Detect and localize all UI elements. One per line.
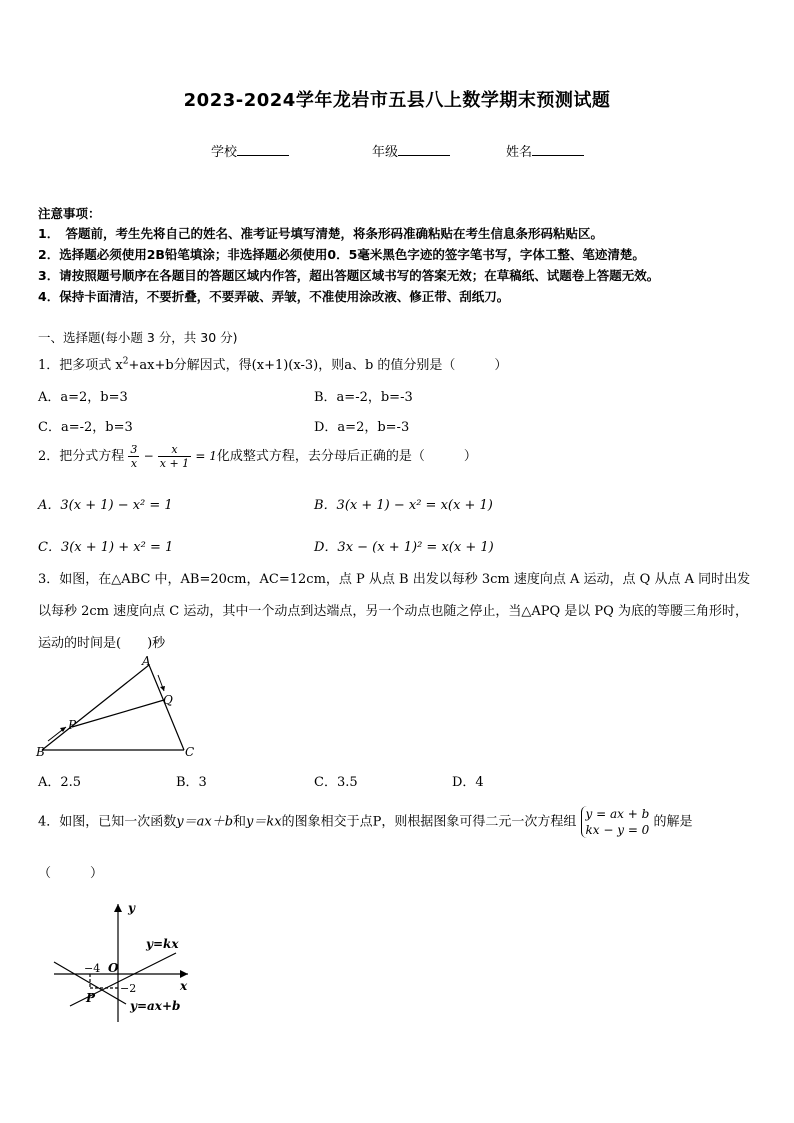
q1-option-b[interactable]: B．a=-2，b=-3 xyxy=(314,390,413,405)
notice-heading: 注意事项： xyxy=(38,206,101,221)
grade-field[interactable]: 年级 xyxy=(372,141,450,160)
question-2: 2．把分式方程 $\frac{3}{x}$ − $\frac{x}{x + 1}$ = 1化成整式方程，去分母后正确的是（ ） xyxy=(38,443,477,470)
fraction-3-over-x: $\frac{3}{x}$ xyxy=(130,443,138,470)
svg-text:P: P xyxy=(86,991,96,1005)
q3-option-b[interactable]: B．3 xyxy=(176,775,207,790)
q3-option-a[interactable]: A．2.5 xyxy=(38,775,82,790)
school-field[interactable]: 学校 xyxy=(211,141,289,160)
name-field[interactable]: 姓名 xyxy=(506,141,584,160)
q3-option-d[interactable]: D．4 xyxy=(452,775,484,790)
question-1: 1．把多项式 $x^2+ax+b$分解因式，得(x+1)(x-3)，则a、b 的值分别是（ ） xyxy=(38,356,508,373)
svg-text:C: C xyxy=(185,745,195,759)
svg-text:y: y xyxy=(128,901,135,915)
q2-option-b[interactable]: B．3(x + 1) − x² = x(x + 1) xyxy=(314,498,493,513)
q3-option-c[interactable]: C．3.5 xyxy=(314,775,358,790)
section-heading: 一、选择题(每小题 3 分，共 30 分) xyxy=(38,330,238,345)
q1-option-a[interactable]: A．a=2，b=3 xyxy=(38,390,128,405)
q2-option-c[interactable]: C．3(x + 1) + x² = 1 xyxy=(38,540,174,555)
equation-system: y = ax + b kx − y = 0 xyxy=(581,806,650,838)
svg-text:B: B xyxy=(36,745,45,759)
q1-option-d[interactable]: D．a=2，b=-3 xyxy=(314,420,410,435)
page-title: 2023-2024学年龙岩市五县八上数学期末预测试题 xyxy=(183,90,611,111)
notice-item-1: 1． 答题前，考生先将自己的姓名、准考证号填写清楚，将条形码准确粘贴在考生信息条形码粘贴区。 xyxy=(38,226,603,241)
question-4: 4．如图，已知一次函数y＝ax＋b和y＝kx的图象相交于点P，则根据图象可得二元一次方程组 y = ax + b kx − y = 0 的解是 xyxy=(38,807,693,837)
svg-text:P: P xyxy=(68,718,77,732)
svg-text:−2: −2 xyxy=(120,982,137,995)
svg-text:Q: Q xyxy=(163,693,173,707)
question-3: 3．如图，在△ABC 中，AB=20cm，AC=12cm，点 P 从点 B 出发以每秒 3cm 速度向点 A 运动，点 Q 从点 A 同时出发以每秒 2cm 速度向点 C 运动，其中一个动点到达端点，另一个动点也随之停止，当△APQ 是以 PQ 为底的等腰三角形时，运动的时间是( )秒 xyxy=(38,572,751,651)
svg-text:−4: −4 xyxy=(84,962,101,975)
notice-item-4: 4．保持卡面清洁，不要折叠，不要弄破、弄皱，不准使用涂改液、修正带、刮纸刀。 xyxy=(38,289,510,304)
q4-answer-paren: （ ） xyxy=(38,866,104,881)
svg-text:O: O xyxy=(108,961,119,975)
svg-text:x: x xyxy=(180,979,188,993)
q1-option-c[interactable]: C．a=-2，b=3 xyxy=(38,420,133,435)
notice-item-3: 3．请按照题号顺序在各题目的答题区域内作答，超出答题区域书写的答案无效；在草稿纸、试题卷上答题无效。 xyxy=(38,268,660,283)
q2-option-d[interactable]: D．3x − (x + 1)² = x(x + 1) xyxy=(314,540,494,555)
svg-text:y=kx: y=kx xyxy=(146,937,179,951)
linear-graph-figure xyxy=(50,898,210,1026)
svg-text:A: A xyxy=(142,655,151,668)
q2-option-a[interactable]: A．3(x + 1) − x² = 1 xyxy=(38,498,173,513)
fraction-x-over-x-plus-1: $\frac{x}{x + 1}$ xyxy=(159,443,190,470)
triangle-figure xyxy=(34,655,204,763)
notice-item-2: 2．选择题必须使用2B铅笔填涂；非选择题必须使用0．5毫米黑色字迹的签字笔书写，字体工整、笔迹清楚。 xyxy=(38,247,645,262)
svg-text:y=ax+b: y=ax+b xyxy=(130,999,181,1013)
